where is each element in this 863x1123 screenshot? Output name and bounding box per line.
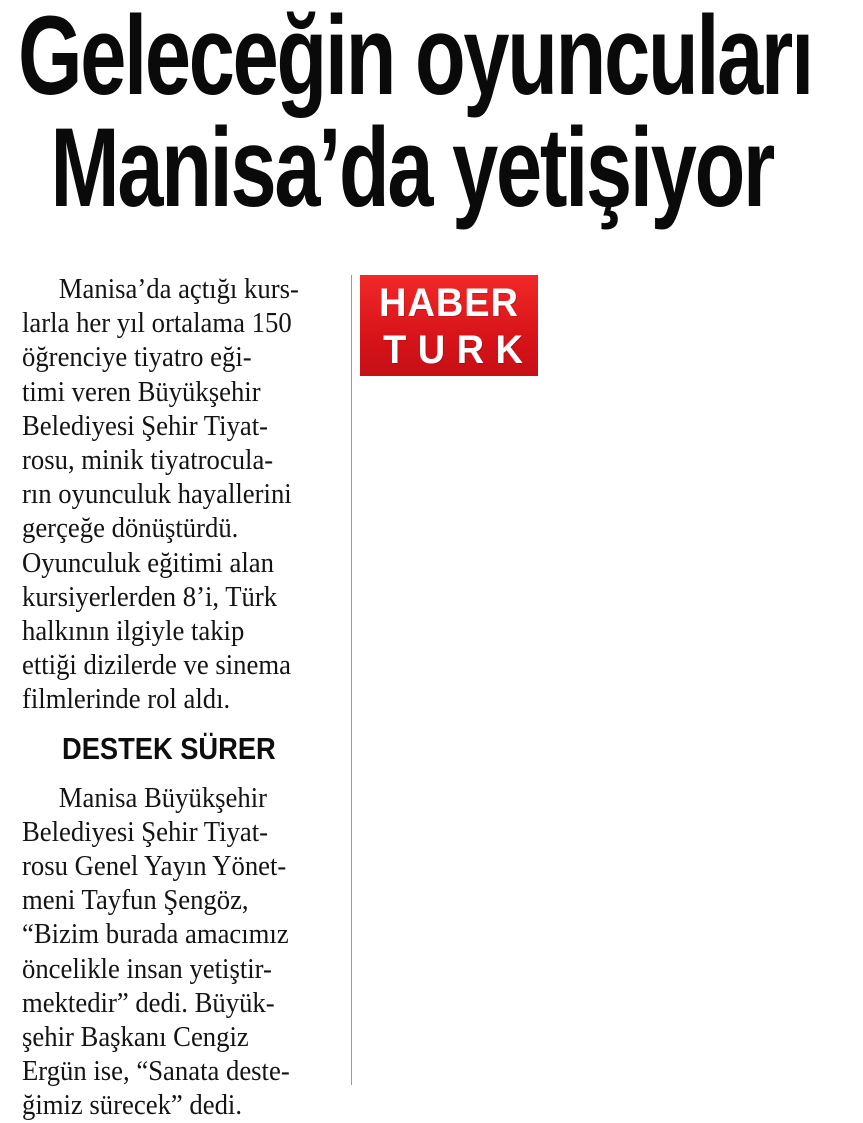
body-line: mektedir” dedi. Büyük- (22, 986, 275, 1019)
body-line: rosu Genel Yayın Yönet- (22, 850, 287, 883)
body-line: meni Tayfun Şengöz, (22, 884, 249, 917)
body-line: şehir Başkanı Cengiz (22, 1021, 249, 1054)
body-line: gerçeğe dönüştürdü. (22, 512, 239, 545)
body-line: öğrenciye tiyatro eği- (22, 341, 252, 374)
body-line: Belediyesi Şehir Tiyat- (22, 815, 269, 848)
paragraph-1 (22, 272, 340, 717)
body-line: filmlerinde rol aldı. (22, 683, 231, 716)
body-line: ettiği dizilerde ve sinema (22, 649, 291, 682)
body-line: öncelikle insan yetiştir- (22, 952, 272, 985)
headline-line-1: Geleceğin oyuncuları (18, 0, 812, 118)
body-line: Belediyesi Şehir Tiyat- (22, 409, 269, 442)
body-line: rın oyunculuk hayallerini (22, 478, 292, 511)
logo-word-turk: TURK (383, 328, 535, 372)
body-line: larla her yıl ortalama 150 (22, 307, 292, 340)
headline-line-2: Manisa’da yetişiyor (50, 105, 774, 230)
article-body (22, 272, 340, 1123)
body-line: kursiyerlerden 8’i, Türk (22, 580, 278, 613)
body-line: timi veren Büyükşehir (22, 375, 261, 408)
subheading: DESTEK SÜRER (62, 730, 276, 766)
body-line: rosu, minik tiyatrocula- (22, 444, 274, 477)
haberturk-logo (360, 275, 538, 376)
body-line: Manisa’da açtığı kurs- (58, 273, 299, 305)
body-line: halkının ilgiyle takip (22, 615, 245, 648)
body-line: “Bizim burada amacımız (22, 918, 289, 951)
column-divider (351, 275, 352, 1085)
paragraph-2 (22, 781, 340, 1123)
body-line: Oyunculuk eğitimi alan (22, 546, 274, 579)
logo-word-haber: HABER (379, 281, 519, 325)
body-line: ğimiz sürecek” dedi. (22, 1089, 243, 1122)
headline (18, 0, 812, 230)
body-line: Manisa Büyükşehir (58, 781, 268, 814)
body-line: Ergün ise, “Sanata deste- (22, 1055, 290, 1088)
